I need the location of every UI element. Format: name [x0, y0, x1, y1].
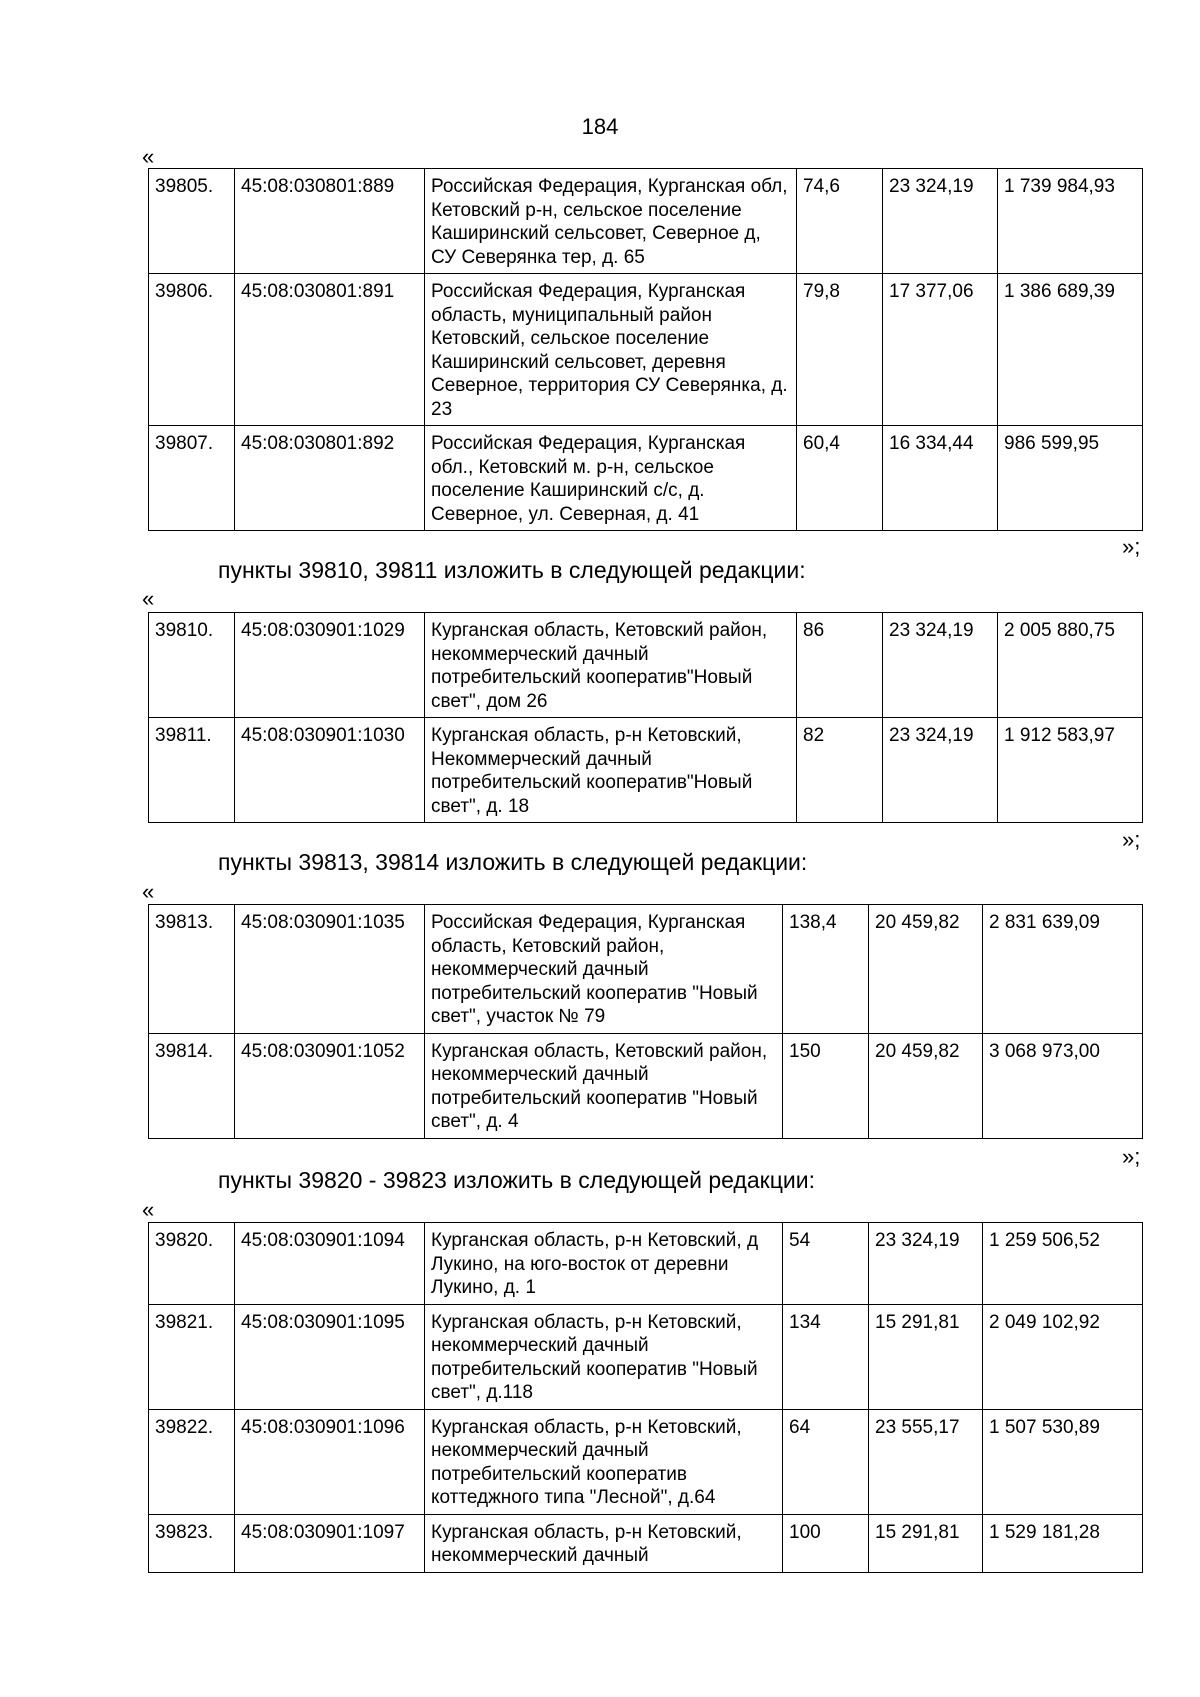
area: 64	[783, 1409, 869, 1514]
cadastral-value: 2 831 639,09	[983, 905, 1143, 1034]
row-number: 39806.	[149, 274, 235, 426]
cadastral-value: 986 599,95	[998, 426, 1143, 531]
area: 60,4	[797, 426, 883, 531]
table-row	[149, 718, 1143, 823]
row-number: 39814.	[149, 1033, 235, 1138]
table-2	[148, 612, 1143, 823]
area: 79,8	[797, 274, 883, 426]
row-number: 39813.	[149, 905, 235, 1034]
cadastral-number: 45:08:030901:1030	[235, 718, 425, 823]
address: Российская Федерация, Курганская область, Кетовский район, некоммерческий дачный потребительский кооператив "Новый свет", участок № 79	[425, 905, 783, 1034]
address: Курганская область, Кетовский район, некоммерческий дачный потребительский кооператив"Новый свет", дом 26	[425, 613, 797, 718]
specific-value: 23 324,19	[883, 613, 998, 718]
row-number: 39821.	[149, 1304, 235, 1409]
address: Курганская область, р-н Кетовский, д Лукино, на юго-восток от деревни Лукино, д. 1	[425, 1223, 783, 1305]
open-quote: «	[142, 1197, 155, 1222]
row-number: 39822.	[149, 1409, 235, 1514]
address: Российская Федерация, Курганская обл., Кетовский м. р-н, сельское поселение Каширинский с/с, д. Северное, ул. Северная, д. 41	[425, 426, 797, 531]
row-number: 39820.	[149, 1223, 235, 1305]
address: Курганская область, р-н Кетовский, некоммерческий дачный потребительский кооператив "Новый свет", д.118	[425, 1304, 783, 1409]
table-row	[149, 1304, 1143, 1409]
specific-value: 20 459,82	[869, 1033, 983, 1138]
area: 86	[797, 613, 883, 718]
row-number: 39805.	[149, 169, 235, 274]
area: 100	[783, 1514, 869, 1572]
table-row	[149, 169, 1143, 274]
table-1	[148, 168, 1143, 531]
row-number: 39810.	[149, 613, 235, 718]
specific-value: 20 459,82	[869, 905, 983, 1034]
address: Российская Федерация, Курганская область, муниципальный район Кетовский, сельское поселение Каширинский сельсовет, деревня Северное, территория СУ Северянка, д. 23	[425, 274, 797, 426]
close-quote: »;	[1122, 534, 1141, 559]
specific-value: 23 324,19	[883, 169, 998, 274]
cadastral-value: 1 259 506,52	[983, 1223, 1143, 1305]
address: Курганская область, р-н Кетовский, Некоммерческий дачный потребительский кооператив"Новый свет", д. 18	[425, 718, 797, 823]
paragraph-instruction: пункты 39810, 39811 изложить в следующей редакции:	[218, 557, 806, 583]
close-quote: »;	[1122, 827, 1141, 852]
close-quote: »;	[1122, 1144, 1141, 1169]
cadastral-number: 45:08:030901:1052	[235, 1033, 425, 1138]
address: Российская Федерация, Курганская обл, Кетовский р-н, сельское поселение Каширинский сельсовет, Северное д, СУ Северянка тер, д. 65	[425, 169, 797, 274]
cadastral-number: 45:08:030801:892	[235, 426, 425, 531]
specific-value: 17 377,06	[883, 274, 998, 426]
area: 54	[783, 1223, 869, 1305]
cadastral-value: 1 912 583,97	[998, 718, 1143, 823]
area: 82	[797, 718, 883, 823]
paragraph-instruction: пункты 39820 - 39823 изложить в следующей редакции:	[218, 1167, 815, 1193]
open-quote: «	[142, 879, 155, 904]
address: Курганская область, р-н Кетовский, некоммерческий дачный	[425, 1514, 783, 1572]
specific-value: 23 555,17	[869, 1409, 983, 1514]
specific-value: 15 291,81	[869, 1514, 983, 1572]
table-row	[149, 905, 1143, 1034]
table-3	[148, 904, 1143, 1139]
open-quote: «	[142, 144, 155, 169]
page-number: 184	[581, 114, 619, 139]
table-4	[148, 1222, 1143, 1573]
area: 150	[783, 1033, 869, 1138]
cadastral-value: 1 529 181,28	[983, 1514, 1143, 1572]
open-quote: «	[142, 586, 155, 611]
area: 134	[783, 1304, 869, 1409]
area: 138,4	[783, 905, 869, 1034]
address: Курганская область, р-н Кетовский, некоммерческий дачный потребительский кооператив коттеджного типа "Лесной", д.64	[425, 1409, 783, 1514]
paragraph-instruction: пункты 39813, 39814 изложить в следующей редакции:	[218, 849, 808, 875]
cadastral-value: 1 739 984,93	[998, 169, 1143, 274]
specific-value: 16 334,44	[883, 426, 998, 531]
specific-value: 15 291,81	[869, 1304, 983, 1409]
table-row	[149, 613, 1143, 718]
cadastral-number: 45:08:030901:1097	[235, 1514, 425, 1572]
cadastral-number: 45:08:030901:1029	[235, 613, 425, 718]
cadastral-number: 45:08:030901:1035	[235, 905, 425, 1034]
cadastral-number: 45:08:030801:889	[235, 169, 425, 274]
specific-value: 23 324,19	[869, 1223, 983, 1305]
cadastral-value: 2 049 102,92	[983, 1304, 1143, 1409]
row-number: 39811.	[149, 718, 235, 823]
table-row	[149, 1409, 1143, 1514]
table-row	[149, 1223, 1143, 1305]
cadastral-number: 45:08:030901:1094	[235, 1223, 425, 1305]
table-row	[149, 426, 1143, 531]
area: 74,6	[797, 169, 883, 274]
specific-value: 23 324,19	[883, 718, 998, 823]
cadastral-value: 3 068 973,00	[983, 1033, 1143, 1138]
address: Курганская область, Кетовский район, некоммерческий дачный потребительский кооператив "Новый свет", д. 4	[425, 1033, 783, 1138]
row-number: 39823.	[149, 1514, 235, 1572]
cadastral-value: 2 005 880,75	[998, 613, 1143, 718]
row-number: 39807.	[149, 426, 235, 531]
cadastral-number: 45:08:030901:1095	[235, 1304, 425, 1409]
table-row	[149, 1514, 1143, 1572]
cadastral-value: 1 507 530,89	[983, 1409, 1143, 1514]
cadastral-number: 45:08:030901:1096	[235, 1409, 425, 1514]
table-row	[149, 274, 1143, 426]
table-row	[149, 1033, 1143, 1138]
cadastral-value: 1 386 689,39	[998, 274, 1143, 426]
cadastral-number: 45:08:030801:891	[235, 274, 425, 426]
